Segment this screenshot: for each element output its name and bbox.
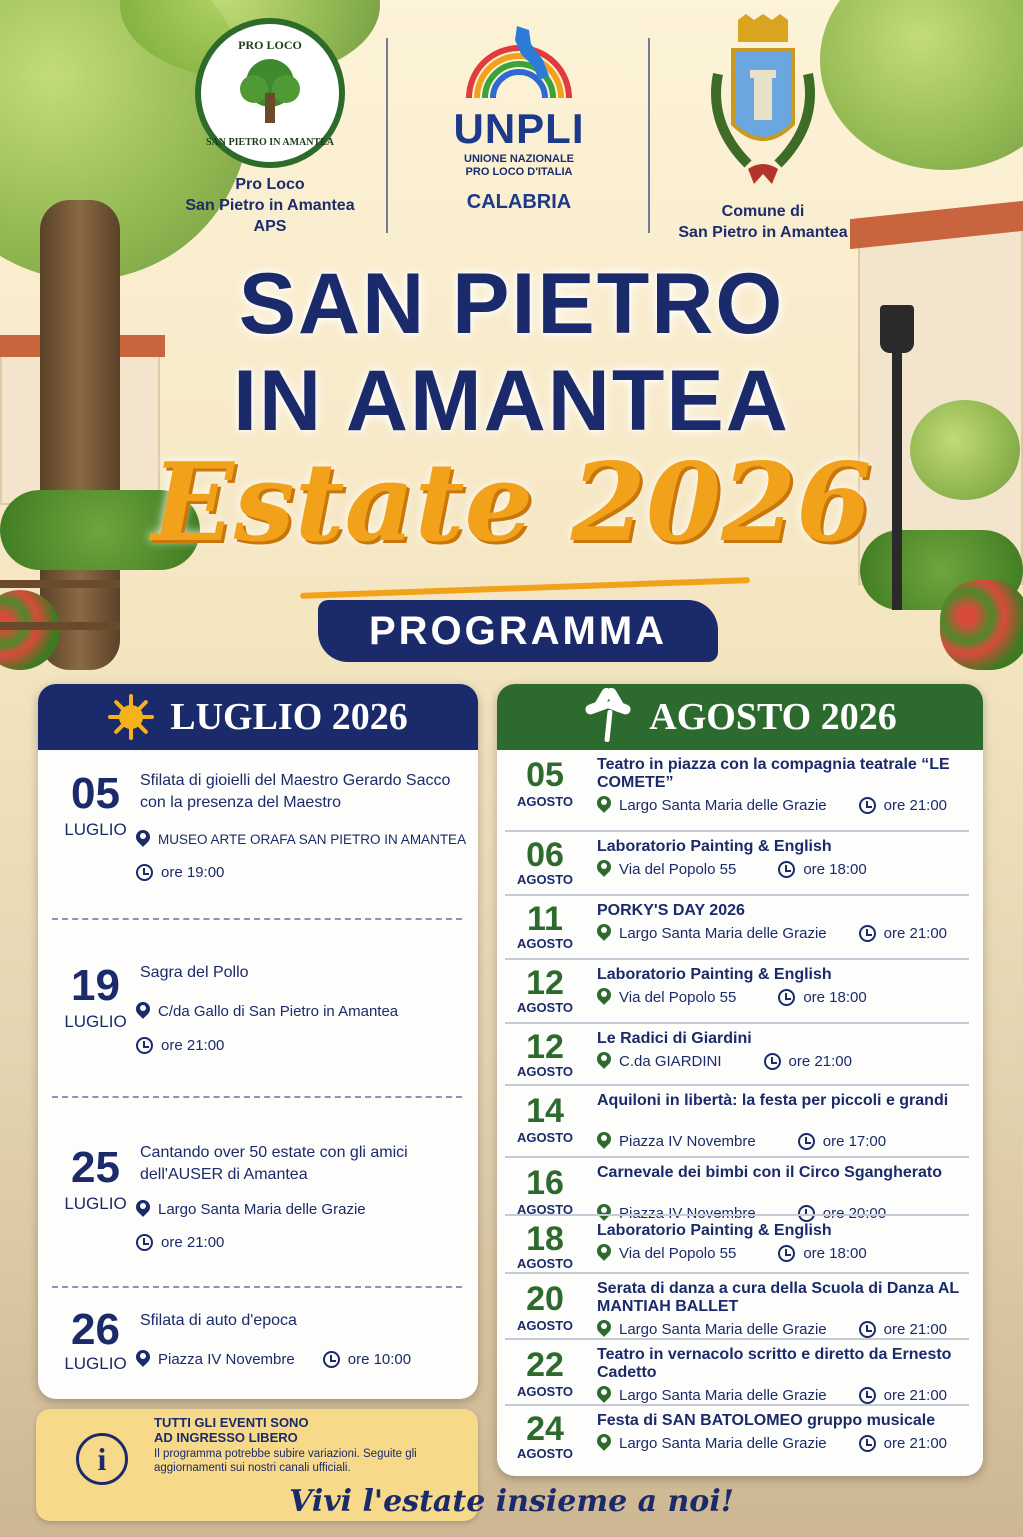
event-time: ore 19:00: [161, 864, 225, 881]
event-location: [597, 1132, 886, 1150]
luglio-event: [38, 1294, 478, 1394]
oak-tree-icon: [230, 53, 310, 133]
event-month: AGOSTO: [516, 1130, 574, 1145]
event-day: 24: [526, 1410, 564, 1448]
event-time: ore 20:00: [822, 1204, 887, 1222]
location-pin-icon: [597, 796, 611, 814]
event-day: 16: [526, 1164, 564, 1202]
event-title: Sfilata di auto d'epoca: [140, 1312, 297, 1329]
event-title: Serata di danza a cura della Scuola di Danza AL MANTIAH BALLET: [597, 1280, 959, 1315]
agosto-event: [497, 1340, 983, 1406]
event-month: AGOSTO: [516, 1256, 574, 1271]
comune-caption-line1: Comune di: [721, 203, 805, 220]
event-title: Aquiloni in libertà: la festa per piccoli e grandi: [597, 1092, 949, 1109]
event-location: [136, 1002, 398, 1020]
event-location: [597, 1244, 867, 1262]
agosto-heading: AGOSTO 2026: [649, 696, 897, 738]
event-title: Teatro in vernacolo scritto e diretto da Ernesto Cadetto: [597, 1346, 952, 1381]
header-divider-right: [648, 38, 650, 233]
agosto-event: [497, 1216, 983, 1274]
event-time-row: [778, 861, 866, 878]
event-time: ore 21:00: [161, 1037, 225, 1054]
clock-icon: [778, 989, 795, 1006]
event-time-row: [136, 864, 224, 881]
event-place: Via del Popolo 55: [619, 988, 737, 1006]
event-month: AGOSTO: [516, 936, 574, 951]
event-month: AGOSTO: [516, 1202, 574, 1217]
event-time-row: [778, 1245, 866, 1262]
title-line1: SAN PIETRO: [238, 256, 785, 352]
event-location: [136, 830, 466, 848]
event-day: 11: [527, 900, 563, 938]
event-location: [597, 860, 867, 878]
comune-logo-block: [668, 14, 858, 243]
event-title: Carnevale dei bimbi con il Circo Sgangherato: [597, 1164, 942, 1181]
location-pin-icon: [597, 1052, 611, 1070]
event-time: ore 21:00: [161, 1234, 225, 1251]
location-pin-icon: [597, 1244, 611, 1262]
event-time-row: [859, 1435, 947, 1452]
event-day: 20: [526, 1280, 564, 1318]
clock-icon: [136, 1234, 153, 1251]
agosto-header: [497, 684, 983, 750]
event-place: Piazza IV Novembre: [158, 1350, 295, 1368]
event-title: PORKY'S DAY 2026: [597, 902, 745, 919]
event-month: AGOSTO: [516, 1384, 574, 1399]
event-time: ore 18:00: [803, 988, 867, 1006]
flowers-right: [940, 580, 1023, 670]
event-time-row: [859, 797, 947, 814]
location-pin-icon: [597, 1320, 611, 1338]
programma-banner: [318, 600, 718, 662]
luglio-heading: LUGLIO 2026: [170, 696, 408, 738]
proloco-logo-block: [170, 18, 370, 237]
event-time-row: [859, 1321, 947, 1338]
location-pin-icon: [136, 830, 150, 848]
event-time: ore 18:00: [803, 860, 867, 878]
unpli-logo-block: [410, 20, 628, 214]
event-day: 25: [71, 1143, 120, 1192]
event-time-row: [778, 989, 866, 1006]
location-pin-icon: [597, 1386, 611, 1404]
info-heading-line1: TUTTI GLI EVENTI SONO: [154, 1415, 309, 1430]
bench: [0, 580, 120, 630]
event-separator: [52, 1096, 462, 1098]
event-day: 05: [71, 769, 120, 818]
event-location: [597, 1386, 947, 1404]
proloco-badge-top: PRO LOCO: [238, 38, 302, 52]
event-time: ore 21:00: [883, 924, 948, 942]
clock-icon: [859, 1435, 876, 1452]
italy-rainbow-icon: [459, 20, 579, 100]
unpli-region: CALABRIA: [466, 191, 572, 213]
event-day: 26: [71, 1305, 120, 1354]
proloco-caption-line1: Pro Loco: [235, 176, 305, 193]
unpli-name: UNPLI: [453, 105, 585, 152]
header-divider-left: [386, 38, 388, 233]
clock-icon: [778, 1245, 795, 1262]
luglio-event: [38, 934, 478, 1084]
location-pin-icon: [597, 1434, 611, 1452]
event-month: LUGLIO: [64, 820, 127, 839]
clock-icon: [136, 864, 153, 881]
clock-icon: [778, 861, 795, 878]
event-place: Largo Santa Maria delle Grazie: [619, 1386, 827, 1404]
location-pin-icon: [136, 1002, 150, 1020]
event-day: 12: [526, 964, 564, 1002]
event-title: Teatro in piazza con la compagnia teatrale “LE COMETE”: [597, 756, 950, 791]
event-place: MUSEO ARTE ORAFA SAN PIETRO IN AMANTEA: [158, 831, 467, 847]
event-time-row: [859, 1387, 947, 1404]
luglio-panel: [38, 684, 478, 1399]
event-month: LUGLIO: [64, 1194, 127, 1213]
event-place: Largo Santa Maria delle Grazie: [619, 1434, 827, 1452]
proloco-caption-line3: APS: [253, 218, 287, 235]
clock-icon: [323, 1351, 340, 1368]
event-time-row: [764, 1053, 852, 1070]
comune-caption-line2: San Pietro in Amantea: [678, 224, 848, 241]
agosto-event: [497, 1024, 983, 1086]
event-time: ore 21:00: [883, 1386, 948, 1404]
location-pin-icon: [597, 1132, 611, 1150]
info-heading: [154, 1415, 309, 1445]
agosto-event: [497, 960, 983, 1024]
event-time-row: [859, 925, 947, 942]
programma-label: PROGRAMMA: [368, 608, 668, 653]
palm-tree-icon: [583, 692, 633, 742]
event-location: [597, 924, 947, 942]
clock-icon: [859, 1321, 876, 1338]
sun-icon: [108, 694, 154, 740]
event-title: Laboratorio Painting & English: [597, 838, 832, 855]
event-month: AGOSTO: [516, 872, 574, 887]
event-location: [597, 1320, 947, 1338]
event-month: AGOSTO: [516, 794, 574, 809]
luglio-event: [38, 750, 478, 920]
event-day: 05: [526, 756, 564, 794]
agosto-event: [497, 1274, 983, 1340]
title-line2: IN AMANTEA: [233, 353, 790, 449]
event-separator: [52, 918, 462, 920]
event-time: ore 17:00: [822, 1132, 887, 1150]
event-place: Largo Santa Maria delle Grazie: [619, 924, 827, 942]
event-month: AGOSTO: [516, 1446, 574, 1461]
event-time: ore 18:00: [803, 1244, 867, 1262]
proloco-badge: [195, 18, 345, 168]
event-day: 22: [526, 1346, 564, 1384]
event-place: Piazza IV Novembre: [619, 1132, 756, 1150]
event-time-row: [136, 1234, 224, 1251]
clock-icon: [859, 1387, 876, 1404]
location-pin-icon: [136, 1200, 150, 1218]
proloco-badge-bottom: SAN PIETRO IN AMANTEA: [205, 137, 335, 148]
location-pin-icon: [597, 860, 611, 878]
event-place: Piazza IV Novembre: [619, 1204, 756, 1222]
info-icon: i: [76, 1433, 128, 1485]
event-day: 18: [526, 1220, 564, 1258]
event-location: [136, 1200, 366, 1218]
coat-of-arms-icon: [688, 14, 838, 194]
event-month: AGOSTO: [516, 1000, 574, 1015]
event-separator: [52, 1286, 462, 1288]
event-location: [597, 796, 947, 814]
luglio-header: [38, 684, 478, 750]
agosto-event: [497, 750, 983, 832]
event-day: 19: [71, 961, 120, 1010]
unpli-sub-line1: UNIONE NAZIONALE: [464, 153, 574, 165]
event-title: Sfilata di gioielli del Maestro Gerardo Sacco con la presenza del Maestro: [140, 772, 451, 811]
event-title: Laboratorio Painting & English: [597, 1222, 832, 1239]
agosto-event: [497, 1086, 983, 1158]
event-place: C/da Gallo di San Pietro in Amantea: [158, 1002, 399, 1020]
event-location: [597, 1434, 947, 1452]
footer-slogan: Vivi l'estate insieme a noi!: [289, 1484, 734, 1519]
agosto-event: [497, 896, 983, 960]
event-month: LUGLIO: [64, 1012, 127, 1031]
event-place: Largo Santa Maria delle Grazie: [619, 1320, 827, 1338]
agosto-event: [497, 1158, 983, 1222]
clock-icon: [764, 1053, 781, 1070]
agosto-panel: [497, 684, 983, 1476]
clock-icon: [798, 1133, 815, 1150]
unpli-sub-line2: PRO LOCO D'ITALIA: [465, 166, 573, 178]
proloco-caption-line2: San Pietro in Amantea: [185, 197, 355, 214]
event-location: [597, 1052, 852, 1070]
event-place: Via del Popolo 55: [619, 860, 737, 878]
event-place: Largo Santa Maria delle Grazie: [158, 1200, 366, 1218]
event-title: Cantando over 50 estate con gli amici dell'AUSER di Amantea: [140, 1144, 408, 1183]
event-place: Via del Popolo 55: [619, 1244, 737, 1262]
event-day: 06: [526, 836, 564, 874]
event-title: Sagra del Pollo: [140, 964, 249, 981]
event-time: ore 21:00: [883, 1434, 948, 1452]
clock-icon: [136, 1037, 153, 1054]
location-pin-icon: [136, 1350, 150, 1368]
event-day: 14: [526, 1092, 564, 1130]
location-pin-icon: [597, 924, 611, 942]
agosto-event: [497, 832, 983, 896]
event-place: Largo Santa Maria delle Grazie: [619, 796, 827, 814]
event-time: ore 21:00: [883, 796, 948, 814]
event-day: 12: [526, 1028, 564, 1066]
event-location: [136, 1350, 411, 1368]
event-time-row: [798, 1133, 886, 1150]
event-month: AGOSTO: [516, 1318, 574, 1333]
event-title: Laboratorio Painting & English: [597, 966, 832, 983]
clock-icon: [859, 925, 876, 942]
event-time: ore 21:00: [883, 1320, 948, 1338]
event-month: AGOSTO: [516, 1064, 574, 1079]
location-pin-icon: [597, 988, 611, 1006]
event-time: ore 10:00: [347, 1350, 412, 1368]
info-heading-line2: AD INGRESSO LIBERO: [154, 1430, 298, 1445]
clock-icon: [859, 797, 876, 814]
luglio-event: [38, 1114, 478, 1284]
event-title: Festa di SAN BATOLOMEO gruppo musicale: [597, 1412, 936, 1429]
event-month: LUGLIO: [64, 1354, 127, 1373]
event-title: Le Radici di Giardini: [597, 1030, 752, 1047]
event-time: ore 21:00: [788, 1052, 852, 1070]
agosto-event: [497, 1406, 983, 1476]
event-time-row: [136, 1037, 224, 1054]
event-location: [597, 988, 867, 1006]
title-script: Estate 2026: [151, 440, 872, 566]
info-body: Il programma potrebbe subire variazioni. Seguite gli aggiornamenti sui nostri canali ufficiali.: [154, 1448, 417, 1474]
event-place: C.da GIARDINI: [619, 1052, 722, 1070]
